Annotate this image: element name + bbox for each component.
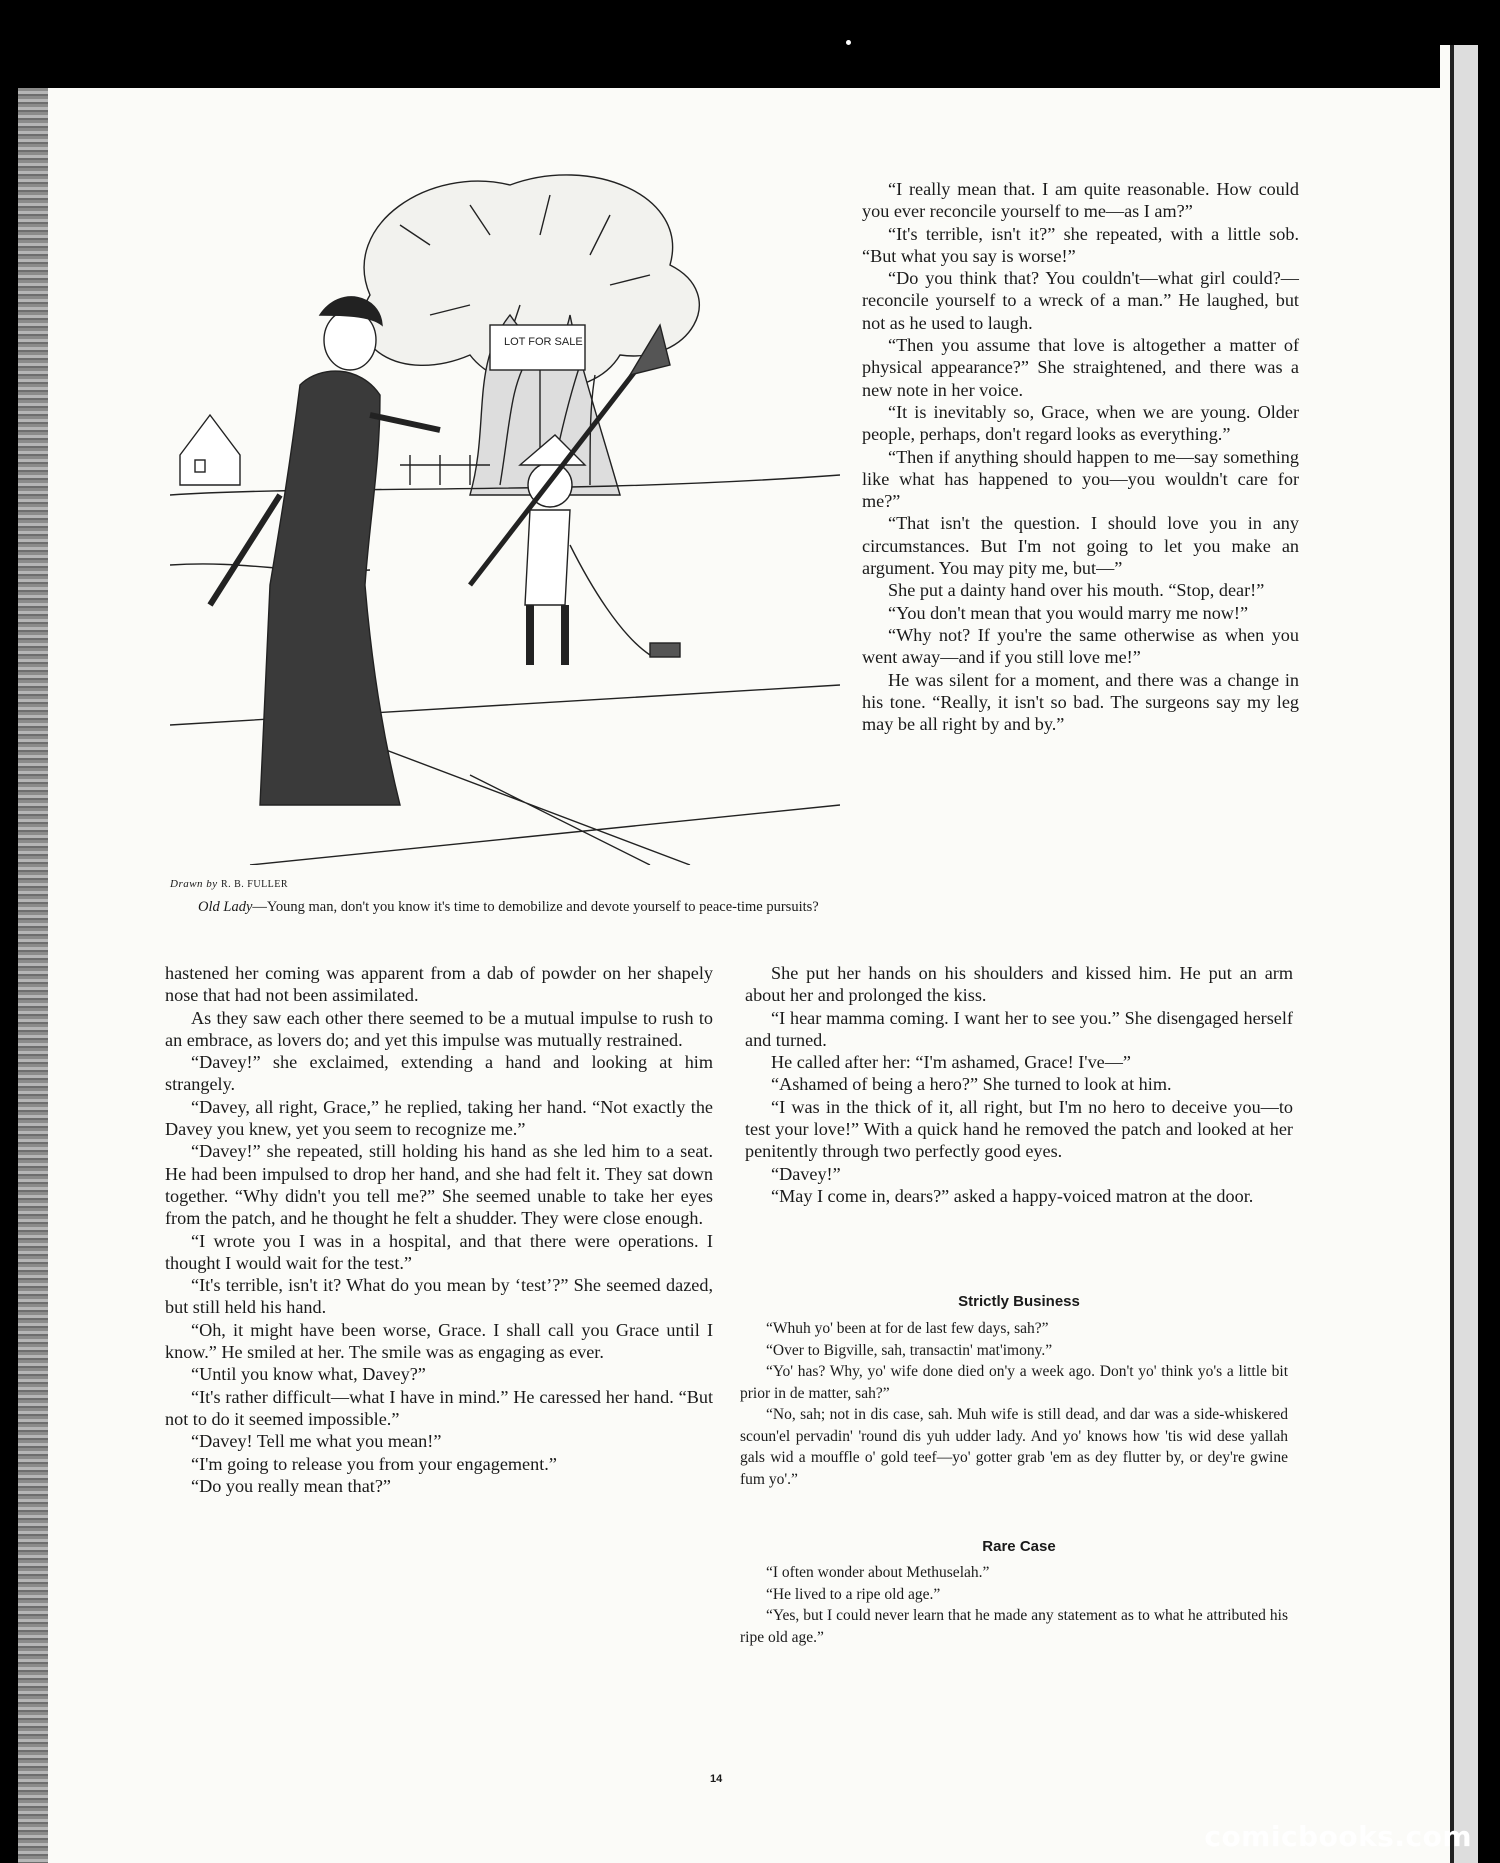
caption-text: —Young man, don't you know it's time to demobilize and devote yourself to peace-time pursuits? xyxy=(252,899,819,915)
rare-case-title: Rare Case xyxy=(982,1538,1056,1555)
story-right-column xyxy=(745,962,1293,1207)
story-paragraph: “Until you know what, Davey?” xyxy=(191,1364,426,1385)
story-paragraph: “I hear mamma coming. I want her to see you.” She disengaged herself and turned. xyxy=(745,1007,1293,1050)
joke-line: “Whuh yo' been at for de last few days, sah?” xyxy=(766,1320,1049,1337)
story-paragraph: “I'm going to release you from your engagement.” xyxy=(191,1453,557,1474)
page-binding-edge xyxy=(18,88,48,1863)
story-paragraph: “I really mean that. I am quite reasonable. How could you ever reconcile yourself to me—as I am?” xyxy=(862,179,1299,222)
story-paragraph: “Davey!” xyxy=(771,1163,841,1184)
story-paragraph: “Davey!” she exclaimed, extending a hand and looking at him strangely. xyxy=(165,1052,713,1095)
story-paragraph: “It is inevitably so, Grace, when we are young. Older people, perhaps, don't regard looks as everything.” xyxy=(862,401,1299,445)
story-paragraph: “May I come in, dears?” asked a happy-voiced matron at the door. xyxy=(771,1185,1254,1206)
story-paragraph: “Then if anything should happen to me—say something like what has happened to you—you wouldn't care for me?” xyxy=(862,446,1299,512)
joke-line: “I often wonder about Methuselah.” xyxy=(766,1564,990,1581)
story-paragraph: “It's terrible, isn't it? What do you mean by ‘test’?” She seemed dazed, but still held his hand. xyxy=(165,1275,713,1318)
story-paragraph: “Ashamed of being a hero?” She turned to look at him. xyxy=(771,1074,1172,1095)
strictly-business-joke xyxy=(740,1318,1288,1490)
story-paragraph: “Davey, all right, Grace,” he replied, taking her hand. “Not exactly the Davey you knew, yet you seem to recognize me.” xyxy=(165,1096,713,1140)
illustration-caption xyxy=(170,898,820,917)
story-paragraph: “Davey!” she repeated, still holding his hand as she led him to a seat. He had been impulsed to drop her hand, and she had felt it. They sat down together. “Why didn't you tell me?” She seemed unable to take her eyes from the patch, and he thought he felt a shudder. They were close enough. xyxy=(165,1141,713,1229)
credit-artist: R. B. FULLER xyxy=(220,879,289,890)
story-paragraph: “I was in the thick of it, all right, but I'm no hero to deceive you—to test your love!” With a quick hand he removed the patch and looked at her penitently through two perfectly good eyes. xyxy=(745,1096,1293,1162)
story-paragraph: As they saw each other there seemed to be a mutual impulse to rush to an embrace, as lovers do; and yet this impulse was mutually restrained. xyxy=(165,1007,713,1050)
story-paragraph: “Why not? If you're the same otherwise as when you went away—and if you still love me!” xyxy=(862,624,1299,668)
joke-line: “Yo' has? Why, yo' wife done died on'y a week ago. Don't yo' think yo's a little bit prior in de matter, sah?” xyxy=(740,1363,1288,1402)
joke-line: “No, sah; not in dis case, sah. Muh wife is still dead, and dar was a side-whiskered scoun'el pervadin' 'round dis yuh udder lady. And yo' knows how 'tis wid dese yallah gals wid a mouffle o' gold teef—yo' gotter grab 'em as dey flutter by, or dey're gwine fum yo'.” xyxy=(740,1406,1288,1488)
story-paragraph: She put her hands on his shoulders and kissed him. He put an arm about her and prolonged the kiss. xyxy=(745,963,1293,1006)
story-paragraph: hastened her coming was apparent from a dab of powder on her shapely nose that had not been assimilated. xyxy=(165,963,713,1006)
cartoon-illustration xyxy=(170,165,840,865)
caption-speaker: Old Lady xyxy=(198,899,253,915)
story-paragraph: “Then you assume that love is altogether a matter of physical appearance?” She straightened, and there was a new note in her voice. xyxy=(862,335,1299,400)
story-paragraph: “That isn't the question. I should love you in any circumstances. But I'm not going to let you make an argument. You may pity me, but—” xyxy=(862,513,1299,579)
page-number: 14 xyxy=(710,1773,723,1785)
story-paragraph: “You don't mean that you would marry me now!” xyxy=(888,602,1249,623)
watermark: comicbooks.com xyxy=(1204,1820,1472,1853)
story-left-column xyxy=(165,962,713,1497)
story-paragraph: “It's terrible, isn't it?” she repeated, with a little sob. “But what you say is worse!” xyxy=(862,223,1299,266)
story-paragraph: “It's rather difficult—what I have in mind.” He caressed her hand. “But not to do it seemed impossible.” xyxy=(165,1386,713,1429)
story-paragraph: “Oh, it might have been worse, Grace. I shall call you Grace until I know.” He smiled at her. The smile was as engaging as ever. xyxy=(165,1319,713,1363)
story-paragraph: “I wrote you I was in a hospital, and that there were operations. I thought I would wait for the test.” xyxy=(165,1230,713,1273)
adjacent-page-edge xyxy=(1440,45,1478,1863)
story-right-top-column xyxy=(862,178,1299,735)
joke-line: “Over to Bigville, sah, transactin' mat'imony.” xyxy=(766,1341,1053,1359)
illustration-credit xyxy=(170,878,288,890)
joke-line: “Yes, but I could never learn that he made any statement as to what he attributed his ripe old age.” xyxy=(740,1607,1288,1646)
story-paragraph: “Do you really mean that?” xyxy=(191,1475,391,1496)
story-paragraph: “Davey! Tell me what you mean!” xyxy=(191,1431,442,1452)
joke-line: “He lived to a ripe old age.” xyxy=(766,1585,941,1603)
story-paragraph: He was silent for a moment, and there was a change in his tone. “Really, it isn't so bad. The surgeons say my leg may be all right by and by.” xyxy=(862,669,1299,735)
rare-case-joke xyxy=(740,1562,1288,1648)
credit-label: Drawn by xyxy=(170,878,218,890)
scan-speck xyxy=(846,40,851,45)
sign-text-line-1: LOT FOR SALE xyxy=(504,336,583,348)
story-paragraph: She put a dainty hand over his mouth. “Stop, dear!” xyxy=(888,580,1265,601)
story-paragraph: He called after her: “I'm ashamed, Grace! I've—” xyxy=(771,1052,1131,1073)
story-paragraph: “Do you think that? You couldn't—what girl could?—reconcile yourself to a wreck of a man.” He laughed, but not as he used to laugh. xyxy=(862,268,1299,333)
strictly-business-title: Strictly Business xyxy=(958,1293,1080,1310)
